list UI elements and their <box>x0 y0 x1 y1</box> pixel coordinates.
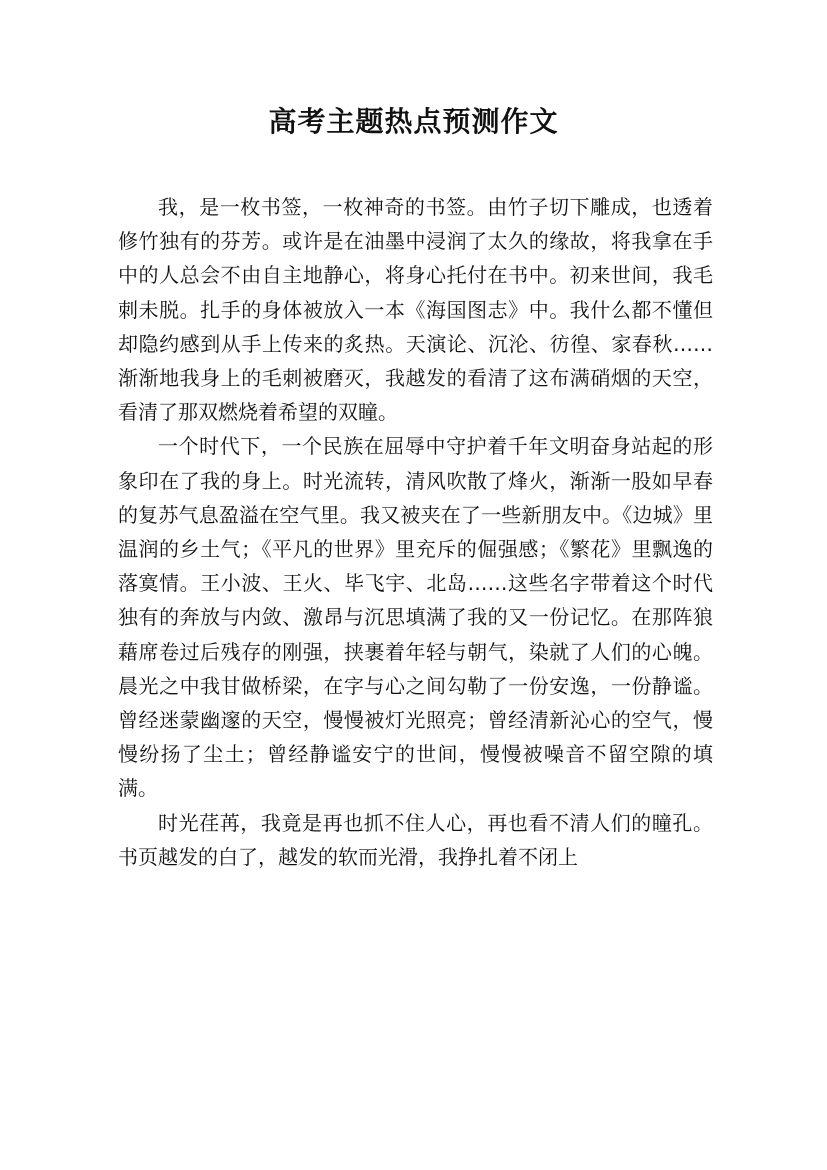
paragraph-1: 我，是一枚书签，一枚神奇的书签。由竹子切下雕成，也透着修竹独有的芬芳。或许是在油墨中浸润了太久的缘故，将我拿在手中的人总会不由自主地静心，将身心托付在书中。初来世间，我毛刺未脱。扎手的身体被放入一本《海国图志》中。我什么都不懂但却隐约感到从手上传来的炙热。天演论、沉沦、彷徨、家春秋……渐渐地我身上的毛刺被磨灭，我越发的看清了这布满硝烟的天空，看清了那双燃烧着希望的双瞳。 <box>118 195 713 425</box>
document-body <box>118 190 713 874</box>
paragraph-3: 时光荏苒，我竟是再也抓不住人心，再也看不清人们的瞳孔。书页越发的白了，越发的软而光滑，我挣扎着不闭上 <box>118 810 713 869</box>
document-title: 高考主题热点预测作文 <box>268 105 559 138</box>
paragraph-2: 一个时代下，一个民族在屈辱中守护着千年文明奋身站起的形象印在了我的身上。时光流转，清风吹散了烽火，渐渐一股如早春的复苏气息盈溢在空气里。我又被夹在了一些新朋友中。《边城》里温润的乡土气；《平凡的世界》里充斥的倔强感；《繁花》里飘逸的落寞情。王小波、王火、毕飞宇、北岛……这些名字带着这个时代独有的奔放与内敛、激昂与沉思填满了我的又一份记忆。在那阵狼藉席卷过后残存的刚强，挟裹着年轻与朝气，染就了人们的心魄。晨光之中我甘做桥梁，在字与心之间勾勒了一份安逸，一份静谧。曾经迷蒙幽邃的天空，慢慢被灯光照亮；曾经清新沁心的空气，慢慢纷扬了尘土；曾经静谧安宁的世间，慢慢被噪音不留空隙的填满。 <box>118 434 713 801</box>
